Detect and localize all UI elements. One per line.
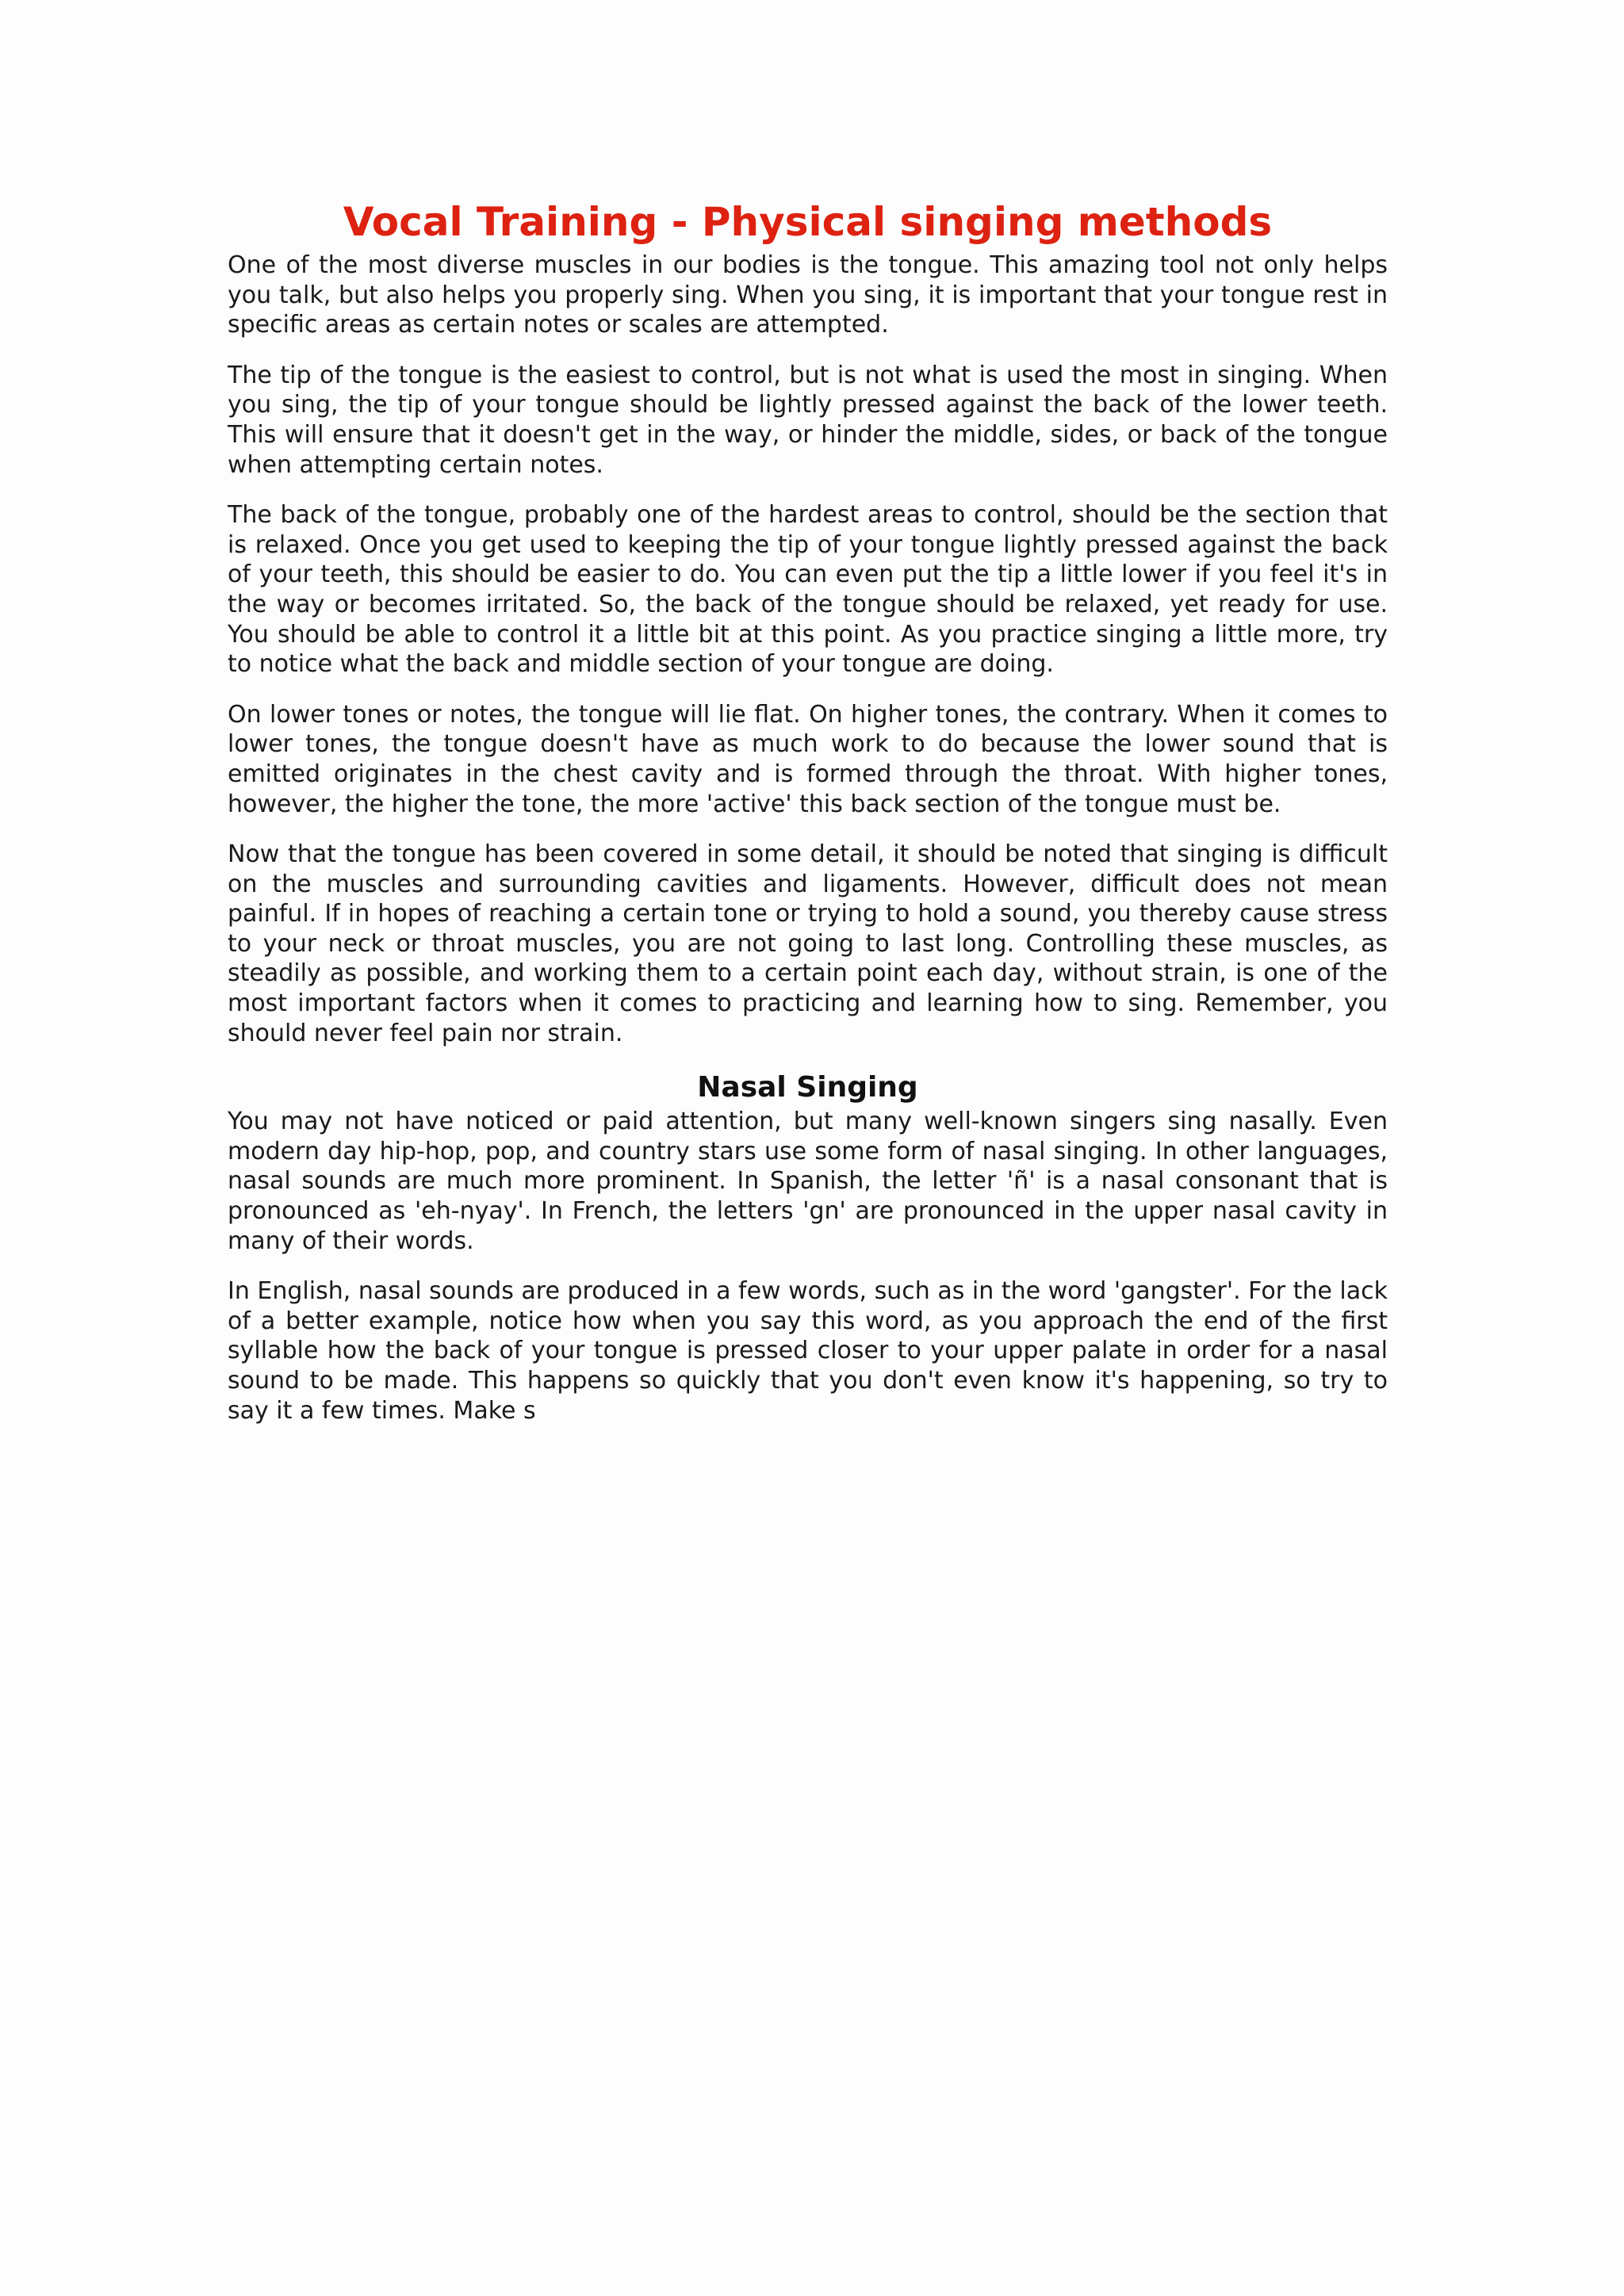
paragraph-3: The back of the tongue, probably one of the hardest areas to control, should be the section that is relaxed. Once you get used to keeping the tip of your tongue lightly pressed against the back of your teeth, this should be easier to do. You can even put the tip a little lower if you feel it's in the way or becomes irritated. So, the back of the tongue should be relaxed, yet ready for use. You should be able to control it a little bit at this point. As you practice singing a little more, try to notice what the back and middle section of your tongue are doing. [228,501,1388,679]
paragraph-1: One of the most diverse muscles in our bodies is the tongue. This amazing tool not only helps you talk, but also helps you properly sing. When you sing, it is important that your tongue rest in specific areas as certain notes or scales are attempted. [228,251,1388,339]
page-title: Vocal Training - Physical singing methods [343,199,1273,245]
nasal-paragraph-2: In English, nasal sounds are produced in a few words, such as in the word 'gangster'. For the lack of a better example, notice how when you say this word, as you approach the end of the first syllable how the back of your tongue is pressed closer to your upper palate in order for a nasal sound to be made. This happens so quickly that you don't even know it's happening, so try to say it a few times. Make s [228,1277,1388,1425]
paragraph-5: Now that the tongue has been covered in some detail, it should be noted that singing is difficult on the muscles and surrounding cavities and ligaments. However, difficult does not mean painful. If in hopes of reaching a certain tone or trying to hold a sound, you thereby cause stress to your neck or throat muscles, you are not going to last long. Controlling these muscles, as steadily as possible, and working them to a certain point each day, without strain, is one of the most important factors when it comes to practicing and learning how to sing. Remember, you should never feel pain nor strain. [228,840,1388,1047]
nasal-paragraph-1: You may not have noticed or paid attention, but many well-known singers sing nasally. Even modern day hip-hop, pop, and country stars use some form of nasal singing. In other languages, nasal sounds are much more prominent. In Spanish, the letter 'ñ' is a nasal consonant that is pronounced as 'eh-nyay'. In French, the letters 'gn' are pronounced in the upper nasal cavity in many of their words. [228,1108,1388,1255]
paragraph-4: On lower tones or notes, the tongue will lie flat. On higher tones, the contrary. When it comes to lower tones, the tongue doesn't have as much work to do because the lower sound that is emitted originates in the chest cavity and is formed through the throat. With higher tones, however, the higher the tone, the more 'active' this back section of the tongue must be. [228,700,1388,818]
document-page [228,193,1388,1446]
section-heading-nasal-singing: Nasal Singing [697,1071,918,1104]
paragraph-2: The tip of the tongue is the easiest to control, but is not what is used the most in singing. When you sing, the tip of your tongue should be lightly pressed against the back of the lower teeth. This will ensure that it doesn't get in the way, or hinder the middle, sides, or back of the tongue when attempting certain notes. [228,361,1388,479]
